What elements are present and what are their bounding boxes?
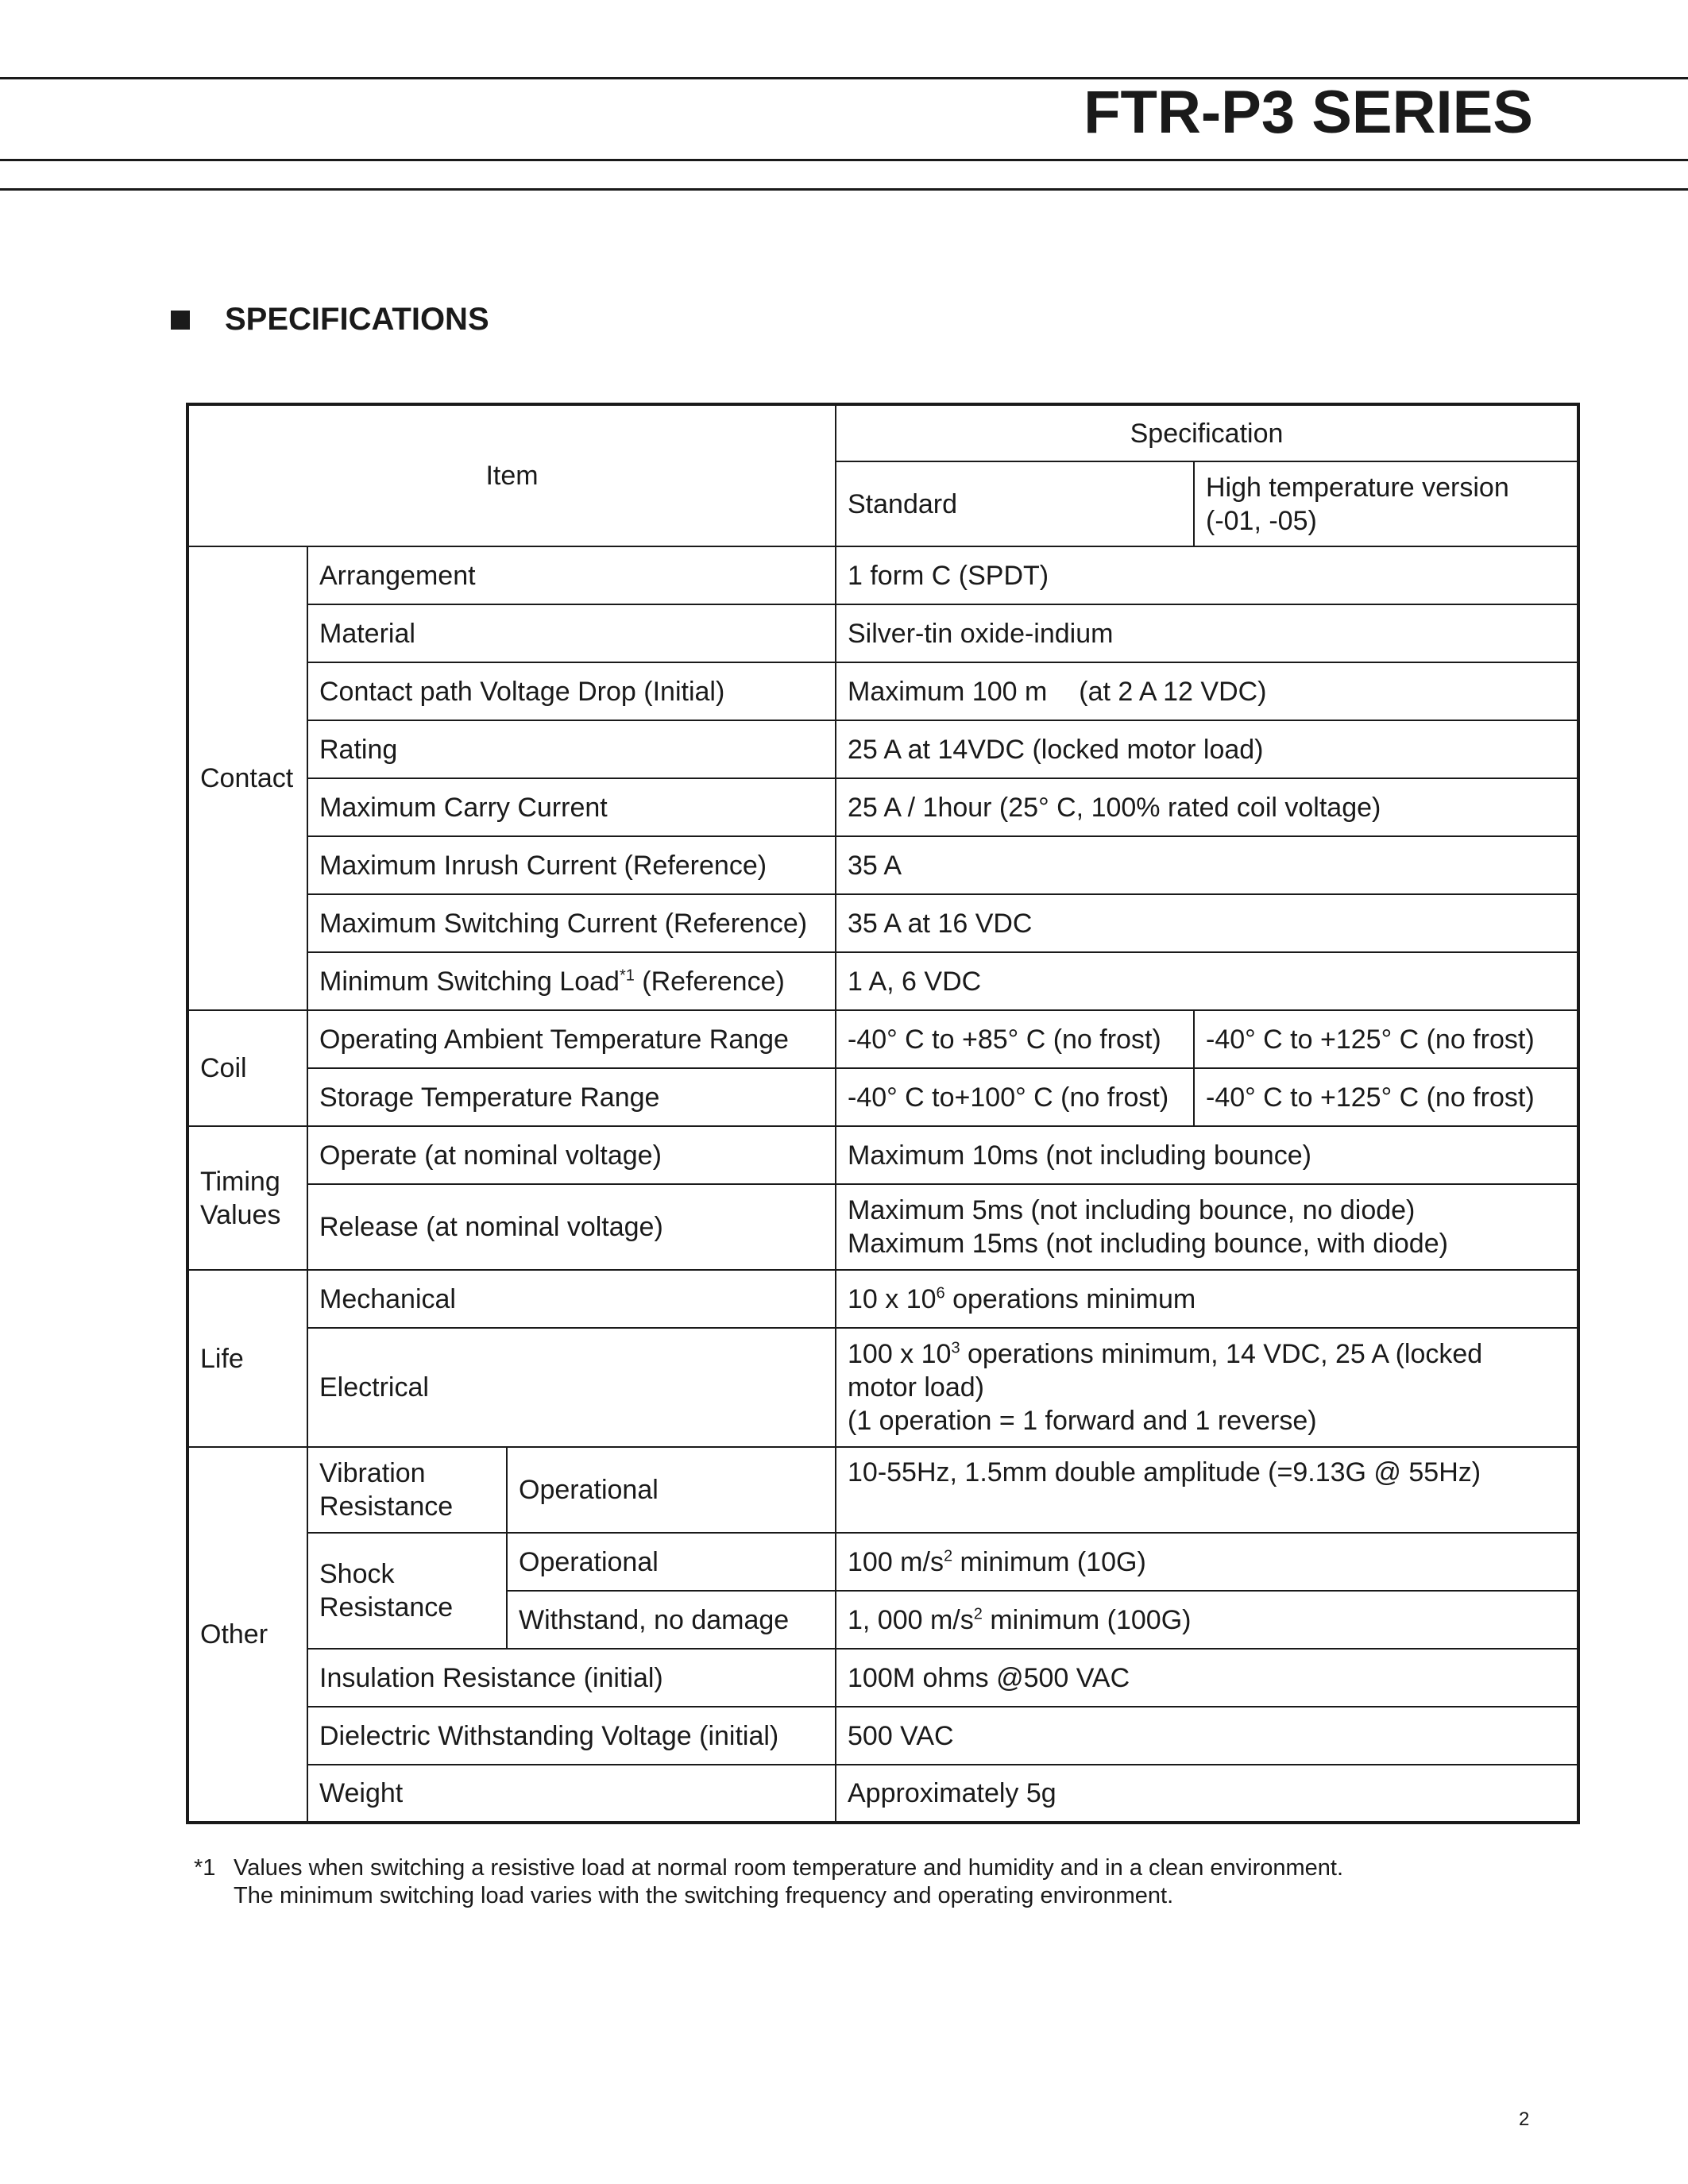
row-label: Operating Ambient Temperature Range [307, 1010, 836, 1068]
footnote [194, 1854, 1343, 1910]
row-label: Maximum Switching Current (Reference) [307, 894, 836, 952]
row-value: 1, 000 $m/s^2$ minimum (100G) [836, 1591, 1578, 1649]
table-header-row [187, 404, 1578, 461]
row-sublabel: Operational [507, 1533, 836, 1591]
row-label: Minimum Switching Load$^{*1}$ (Reference) [307, 952, 836, 1010]
group-contact: Contact [187, 546, 307, 1010]
page-title: FTR-P3 SERIES [1083, 79, 1533, 146]
footnote-line-2: The minimum switching load varies with the switching frequency and operating environment. [234, 1883, 1174, 1908]
row-value: 10 x $10^6$ operations minimum [836, 1270, 1578, 1328]
row-value-standard: -40° C to+100° C (no frost) [836, 1068, 1194, 1126]
table-row [187, 720, 1578, 778]
table-row [187, 1126, 1578, 1184]
row-value: Maximum 100 m (at 2 A 12 VDC) [836, 662, 1578, 720]
row-value-standard: -40° C to +85° C (no frost) [836, 1010, 1194, 1068]
table-row [187, 894, 1578, 952]
row-value: Approximately 5g [836, 1765, 1578, 1823]
row-label: Mechanical [307, 1270, 836, 1328]
row-sublabel: Operational [507, 1447, 836, 1533]
table-row [187, 1328, 1578, 1447]
row-value-high: -40° C to +125° C (no frost) [1194, 1068, 1578, 1126]
group-other: Other [187, 1447, 307, 1823]
header-item: Item [187, 404, 836, 546]
table-row [187, 546, 1578, 604]
row-value: 1 A, 6 VDC [836, 952, 1578, 1010]
row-sublabel: Withstand, no damage [507, 1591, 836, 1649]
page-number: 2 [1519, 2109, 1530, 2130]
row-label: Rating [307, 720, 836, 778]
footnote-line-1: *1 Values when switching a resistive load at normal room temperature and humidity and in a clean environment. [194, 1855, 1344, 1881]
row-label: Operate (at nominal voltage) [307, 1126, 836, 1184]
row-value: Maximum 10ms (not including bounce) [836, 1126, 1578, 1184]
table-row [187, 1707, 1578, 1765]
row-label: Material [307, 604, 836, 662]
row-label: Maximum Inrush Current (Reference) [307, 836, 836, 894]
table-row [187, 778, 1578, 836]
table-row [187, 1765, 1578, 1823]
row-label: Contact path Voltage Drop (Initial) [307, 662, 836, 720]
footnote-mark: *1 [194, 1855, 216, 1881]
table-row [187, 836, 1578, 894]
row-value: 100 $m/s^2$ minimum (10G) [836, 1533, 1578, 1591]
row-label: Vibration Resistance [307, 1447, 507, 1533]
row-value: 25 A / 1hour (25° C, 100% rated coil voltage) [836, 778, 1578, 836]
row-label: Storage Temperature Range [307, 1068, 836, 1126]
title-rule-upper [0, 159, 1688, 161]
table-row [187, 604, 1578, 662]
table-row [187, 1068, 1578, 1126]
square-bullet-icon [171, 311, 190, 330]
table-row [187, 952, 1578, 1010]
row-value: 500 VAC [836, 1707, 1578, 1765]
row-label: Release (at nominal voltage) [307, 1184, 836, 1270]
title-rule-lower [0, 188, 1688, 191]
table-row [187, 1447, 1578, 1533]
row-label: Maximum Carry Current [307, 778, 836, 836]
row-value: Silver-tin oxide-indium [836, 604, 1578, 662]
group-life: Life [187, 1270, 307, 1447]
row-value: 35 A [836, 836, 1578, 894]
row-value-high: -40° C to +125° C (no frost) [1194, 1010, 1578, 1068]
row-value: 100M ohms @500 VAC [836, 1649, 1578, 1707]
row-label: Shock Resistance [307, 1533, 507, 1649]
row-value: 100 x $10^3$ operations minimum, 14 VDC, 25 A (locked motor load) (1 operation = 1 forward and 1 reverse) [836, 1328, 1578, 1447]
table-row [187, 662, 1578, 720]
table-row [187, 1270, 1578, 1328]
specifications-table [186, 403, 1580, 1824]
row-value: 35 A at 16 VDC [836, 894, 1578, 952]
row-label: Arrangement [307, 546, 836, 604]
header-standard: Standard [836, 461, 1194, 546]
row-value: 1 form C (SPDT) [836, 546, 1578, 604]
table-row [187, 1533, 1578, 1591]
row-label: Insulation Resistance (initial) [307, 1649, 836, 1707]
row-value: 10-55Hz, 1.5mm double amplitude (=9.13G @ 55Hz) [836, 1447, 1578, 1533]
row-label: Dielectric Withstanding Voltage (initial) [307, 1707, 836, 1765]
row-label: Electrical [307, 1328, 836, 1447]
row-value: 25 A at 14VDC (locked motor load) [836, 720, 1578, 778]
table-row [187, 1010, 1578, 1068]
row-value: Maximum 5ms (not including bounce, no diode) Maximum 15ms (not including bounce, with diode) [836, 1184, 1578, 1270]
row-label: Weight [307, 1765, 836, 1823]
table-row [187, 1184, 1578, 1270]
table-row [187, 1649, 1578, 1707]
group-coil: Coil [187, 1010, 307, 1126]
section-title: SPECIFICATIONS [225, 302, 489, 337]
header-specification: Specification [836, 404, 1578, 461]
group-timing-values: Timing Values [187, 1126, 307, 1270]
header-high-temperature: High temperature version (-01, -05) [1194, 461, 1578, 546]
section-heading [171, 302, 489, 338]
